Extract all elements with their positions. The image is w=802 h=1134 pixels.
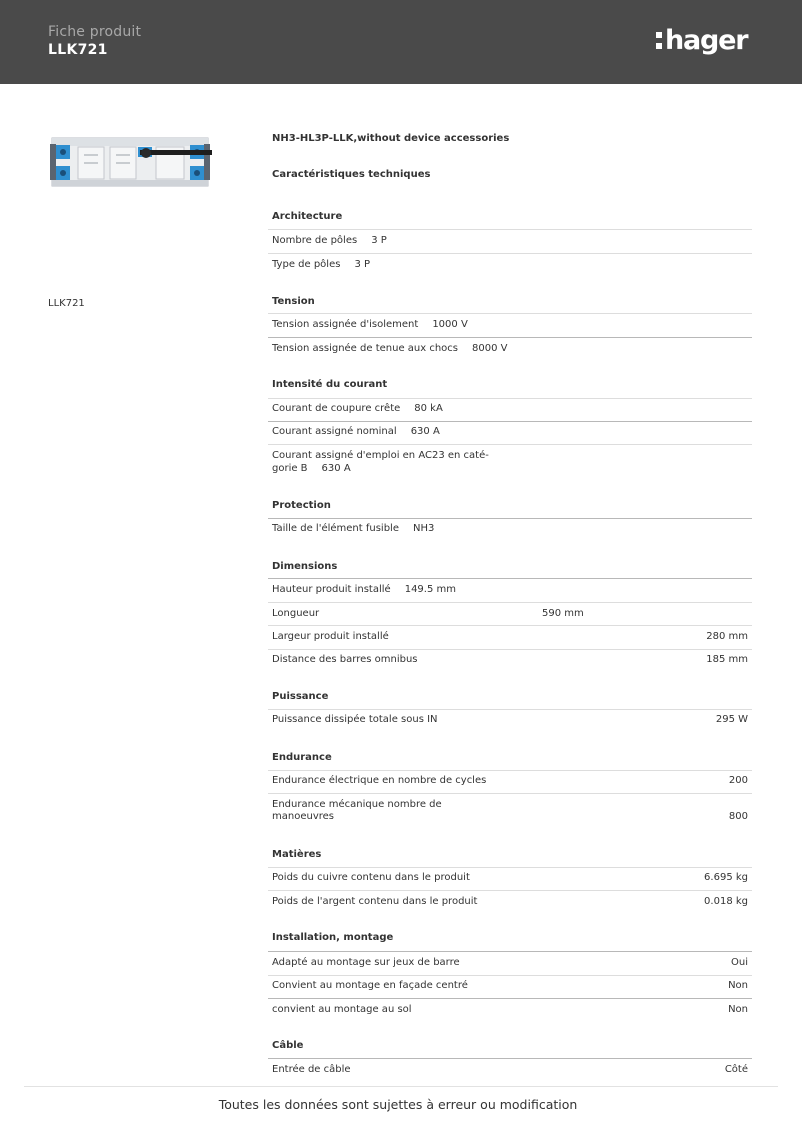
spec-label-longueur: Longueur <box>272 608 320 619</box>
spec-label: Hauteur produit installé <box>272 584 391 595</box>
page-header <box>0 0 802 84</box>
spec-row-tension-chocs <box>272 343 507 355</box>
divider <box>268 602 752 603</box>
tech-characteristics-heading: Caractéristiques techniques <box>272 169 431 180</box>
logo-dots-icon <box>656 32 662 49</box>
spec-row-tension-isolement <box>272 319 468 331</box>
spec-label: gorie B <box>272 463 308 474</box>
spec-value: 630 A <box>321 463 351 474</box>
spec-value-entree-cable: Côté <box>724 1064 748 1075</box>
section-title-endurance: Endurance <box>272 752 332 763</box>
spec-value: 80 kA <box>414 403 443 414</box>
divider <box>268 398 752 399</box>
spec-label-largeur: Largeur produit installé <box>272 631 389 642</box>
product-title: NH3-HL3P-LLK,without device accessories <box>272 133 510 144</box>
spec-value-facade: Non <box>728 980 748 991</box>
divider <box>268 1058 752 1059</box>
footer-disclaimer: Toutes les données sont sujettes à erreur ou modification <box>218 1097 578 1112</box>
spec-row-courant-nominal <box>272 426 440 438</box>
spec-row-nombre-poles <box>272 235 387 247</box>
spec-label-montage-sol: convient au montage au sol <box>272 1004 412 1015</box>
product-reference-left: LLK721 <box>48 298 85 309</box>
spec-value: 8000 V <box>472 343 508 354</box>
section-title-architecture: Architecture <box>272 211 343 222</box>
spec-value-montage-sol: Non <box>728 1004 748 1015</box>
hager-logo <box>656 22 747 58</box>
divider <box>268 313 752 314</box>
spec-value: 3 P <box>371 235 387 246</box>
section-title-installation: Installation, montage <box>272 932 394 943</box>
section-title-cable: Câble <box>272 1040 304 1051</box>
spec-value-jeux-barre: Oui <box>731 957 748 968</box>
fuse-switch-disconnector-image <box>48 133 212 191</box>
product-reference-header: LLK721 <box>48 42 108 58</box>
divider <box>268 518 752 519</box>
footer-divider <box>24 1086 778 1087</box>
spec-value-poids-cuivre: 6.695 kg <box>704 872 748 883</box>
spec-value: NH3 <box>413 523 435 534</box>
divider <box>268 998 752 999</box>
logo-wordmark: hager <box>665 24 748 56</box>
spec-row-type-poles <box>272 259 370 271</box>
spec-value-distance-barres: 185 mm <box>706 654 748 665</box>
spec-label-endurance-mecanique-line1: Endurance mécanique nombre de <box>272 799 442 810</box>
spec-label: Nombre de pôles <box>272 235 358 246</box>
spec-value: 3 P <box>354 259 371 270</box>
divider <box>268 975 752 976</box>
spec-label-distance-barres: Distance des barres omnibus <box>272 654 418 665</box>
document-type: Fiche produit <box>48 24 142 40</box>
spec-label: Taille de l'élément fusible <box>272 523 399 534</box>
spec-label-facade: Convient au montage en façade centré <box>272 980 468 991</box>
spec-value-endurance-electrique: 200 <box>728 775 748 786</box>
spec-value-longueur: 590 mm <box>542 608 584 619</box>
section-title-dimensions: Dimensions <box>272 561 338 572</box>
section-title-puissance: Puissance <box>272 691 329 702</box>
spec-label-entree-cable: Entrée de câble <box>272 1064 351 1075</box>
spec-row-hauteur <box>272 584 456 596</box>
spec-row-taille-fusible <box>272 523 434 535</box>
spec-label-endurance-electrique: Endurance électrique en nombre de cycles <box>272 775 487 786</box>
spec-label-poids-argent: Poids de l'argent contenu dans le produit <box>272 896 478 907</box>
divider <box>268 649 752 650</box>
section-title-protection: Protection <box>272 500 331 511</box>
spec-label-endurance-mecanique-line2: manoeuvres <box>272 811 334 822</box>
divider <box>268 421 752 422</box>
divider <box>268 770 752 771</box>
section-title-intensite: Intensité du courant <box>272 379 388 390</box>
spec-label-poids-cuivre: Poids du cuivre contenu dans le produit <box>272 872 470 883</box>
divider <box>268 890 752 891</box>
divider <box>268 337 752 338</box>
divider <box>268 578 752 579</box>
divider <box>268 951 752 952</box>
spec-label: Type de pôles <box>272 259 341 270</box>
spec-row-courant-crete <box>272 403 443 415</box>
divider <box>268 793 752 794</box>
divider <box>268 444 752 445</box>
spec-value: 149.5 mm <box>404 584 456 595</box>
divider <box>268 229 752 230</box>
divider <box>268 625 752 626</box>
spec-row-courant-ac23-line2 <box>272 463 351 475</box>
spec-label-jeux-barre: Adapté au montage sur jeux de barre <box>272 957 460 968</box>
divider <box>268 709 752 710</box>
spec-label: Tension assignée d'isolement <box>272 319 419 330</box>
spec-label: Courant de coupure crête <box>272 403 401 414</box>
spec-value-puissance-dissipee: 295 W <box>715 714 748 725</box>
spec-value: 630 A <box>410 426 440 437</box>
spec-label-puissance-dissipee: Puissance dissipée totale sous IN <box>272 714 438 725</box>
spec-label: Courant assigné nominal <box>272 426 397 437</box>
section-title-tension: Tension <box>272 296 315 307</box>
spec-value-poids-argent: 0.018 kg <box>704 896 748 907</box>
divider <box>268 867 752 868</box>
spec-value-endurance-mecanique: 800 <box>728 811 748 822</box>
spec-row-courant-ac23-line1: Courant assigné d'emploi en AC23 en caté- <box>272 450 489 461</box>
spec-value-largeur: 280 mm <box>706 631 748 642</box>
divider <box>268 253 752 254</box>
spec-value: 1000 V <box>432 319 468 330</box>
spec-label: Tension assignée de tenue aux chocs <box>272 343 459 354</box>
section-title-matieres: Matières <box>272 849 322 860</box>
